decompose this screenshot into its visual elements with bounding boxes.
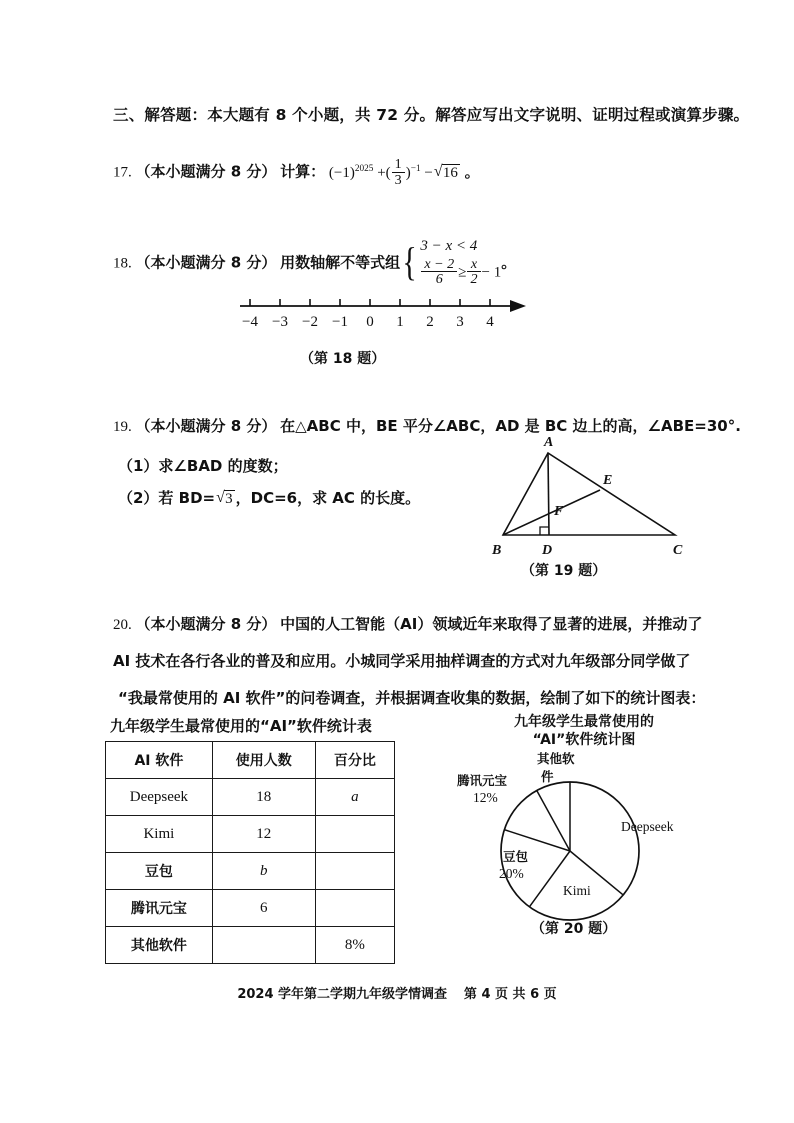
table-cell-percent: a	[315, 779, 394, 816]
table-cell-software: 腾讯元宝	[106, 890, 213, 927]
pie-label-kimi: Kimi	[563, 883, 591, 898]
label-D: D	[542, 543, 553, 558]
table-row	[106, 927, 395, 964]
q18-lhs-den: 6	[421, 271, 457, 287]
tick-label: 4	[486, 314, 494, 330]
q19-stem-text: 在△ABC 中，BE 平分∠ABC，AD 是 BC 边上的高，∠ABE=30°.	[280, 417, 741, 435]
q18-rhs-den: 2	[467, 271, 480, 287]
table-row	[106, 779, 395, 816]
q18-tail: − 1	[481, 264, 502, 281]
left-brace-icon: {	[402, 238, 417, 284]
triangle-svg	[470, 432, 700, 562]
q17-paren-close: )	[405, 164, 411, 181]
q18-rhs-num: x	[470, 255, 478, 272]
label-B: B	[492, 543, 502, 558]
q17-inverse-exponent: −1	[410, 163, 421, 174]
q19-radicand: 3	[225, 491, 233, 507]
q20-text-line3: “我最常使用的 AI 软件”的问卷调查，并根据调查收集的数据，绘制了如下的统计图表：	[118, 689, 706, 707]
q20-text-line2: AI 技术在各行各业的普及和应用。小城同学采用抽样调查的方式对九年级部分同学做了	[113, 652, 691, 670]
table-cell-software: Deepseek	[106, 779, 213, 816]
q19-square-root	[216, 490, 235, 508]
table-row	[106, 816, 395, 853]
q18-inequality-system	[400, 236, 501, 288]
number-line-svg	[238, 290, 528, 346]
pie-chart-title	[474, 714, 694, 749]
pie-title-line2: “AI”软件统计图	[532, 731, 636, 748]
q18-relation: ≥	[458, 264, 467, 281]
table-body	[106, 742, 395, 964]
q18-inequality-1: 3 − x < 4	[420, 238, 478, 254]
q18-period: 。	[501, 253, 517, 272]
label-F: F	[554, 504, 564, 519]
caption-19: （第 19 题）	[521, 563, 607, 579]
q17-radicand: 16	[442, 164, 458, 181]
table-cell-software: 豆包	[106, 853, 213, 890]
table-cell-count: 12	[212, 816, 315, 853]
label-E: E	[603, 473, 613, 488]
pie-chart-figure	[455, 751, 695, 928]
section-heading: 三、解答题：本大题有 8 个小题，共 72 分。解答应写出文字说明、证明过程或演算步骤。	[113, 106, 750, 124]
triangle-figure	[470, 432, 700, 562]
table-header-cell: 百分比	[315, 742, 394, 779]
q18-number: 18.	[113, 255, 132, 272]
footer-exam-name: 2024 学年第二学期九年级学情调查	[237, 987, 448, 1002]
right-angle-mark-icon	[540, 527, 549, 535]
tick-label: 2	[426, 314, 434, 330]
pie-label-doubao-percent: 20%	[499, 866, 524, 881]
table-row	[106, 853, 395, 890]
altitude-ad	[548, 453, 549, 535]
pie-label-deepseek: Deepseek	[621, 819, 674, 834]
tick-label: 1	[396, 314, 404, 330]
q17-period: 。	[464, 162, 480, 181]
q17-prompt: 计算：	[280, 162, 326, 181]
caption-18: （第 18 题）	[300, 351, 386, 367]
question-18	[113, 238, 516, 290]
q18-inequality-2	[420, 255, 502, 288]
footer-page-number: 第 4 页 共 6 页	[463, 987, 557, 1002]
q18-rhs-fraction	[467, 257, 480, 287]
table-header-cell: 使用人数	[212, 742, 315, 779]
q17-square-root	[434, 164, 460, 182]
radical-icon: √	[216, 489, 225, 506]
table-cell-software: Kimi	[106, 816, 213, 853]
table-header-cell: AI 软件	[106, 742, 213, 779]
q18-lhs-fraction	[421, 257, 457, 287]
table-cell-count	[212, 927, 315, 964]
tick-label: −2	[302, 314, 318, 330]
tick-label: −1	[332, 314, 348, 330]
number-line-figure	[238, 290, 528, 346]
q17-exponent: 2025	[354, 163, 374, 174]
pie-title-line1: 九年级学生最常使用的	[514, 714, 654, 730]
page-footer	[0, 983, 794, 1002]
q17-fraction	[392, 157, 405, 187]
table-cell-count: 18	[212, 779, 315, 816]
q18-prompt: 用数轴解不等式组	[280, 253, 401, 272]
tick-label: 0	[366, 314, 374, 330]
q17-worth: （本小题满分 8 分）	[135, 162, 277, 181]
question-19-part1: （1）求∠BAD 的度数；	[118, 457, 288, 475]
q17-minus: −	[424, 164, 433, 181]
pie-label-other-line1: 其他软	[537, 751, 575, 766]
q19-part2-mid: ，DC=6，求 AC 的长度。	[235, 489, 421, 507]
tick-label: −3	[272, 314, 288, 330]
table-header-row	[106, 742, 395, 779]
q17-number: 17.	[113, 164, 132, 181]
tick-label: 3	[456, 314, 464, 330]
caption-20: （第 20 题）	[531, 921, 617, 937]
question-20-line1	[113, 613, 702, 634]
table-cell-percent	[315, 853, 394, 890]
q20-text-line1: 中国的人工智能（AI）领域近年来取得了显著的进展，并推动了	[280, 615, 703, 633]
table-cell-percent	[315, 890, 394, 927]
pie-label-doubao-name: 豆包	[503, 849, 529, 864]
pie-label-tencent-name: 腾讯元宝	[457, 773, 508, 788]
q19-part2-pre: （2）若 BD=	[118, 489, 216, 507]
q17-plus: +	[377, 164, 386, 181]
table-cell-percent	[315, 816, 394, 853]
q17-paren-open: (	[385, 164, 391, 181]
table-title: 九年级学生最常使用的“AI”软件统计表	[110, 717, 372, 735]
table-cell-count: 6	[212, 890, 315, 927]
bisector-be	[503, 490, 600, 535]
radical-icon: √	[433, 162, 443, 180]
label-A: A	[544, 435, 554, 450]
q20-worth: （本小题满分 8 分）	[135, 615, 277, 633]
table-cell-software: 其他软件	[106, 927, 213, 964]
tick-labels	[242, 314, 494, 330]
tick-label: −4	[242, 314, 258, 330]
q18-worth: （本小题满分 8 分）	[135, 253, 277, 272]
statistics-table	[105, 741, 395, 964]
axis-arrow-icon	[510, 300, 526, 312]
q20-number: 20.	[113, 617, 132, 633]
q18-lhs-num: x − 2	[424, 255, 455, 272]
tick-marks	[250, 299, 490, 306]
question-19-part2	[118, 487, 420, 508]
q17-base: (−1)	[328, 164, 355, 181]
table-row	[106, 890, 395, 927]
q17-frac-numerator: 1	[394, 156, 402, 172]
q19-number: 19.	[113, 419, 132, 435]
label-C: C	[673, 543, 683, 558]
table-cell-percent: 8%	[315, 927, 394, 964]
q17-expression	[328, 156, 480, 188]
pie-label-tencent-percent: 12%	[473, 790, 498, 805]
q17-frac-denominator: 3	[392, 172, 405, 188]
pie-label-other-line2: 件	[541, 769, 554, 784]
question-17	[113, 158, 480, 188]
table-cell-count: b	[212, 853, 315, 890]
q19-worth: （本小题满分 8 分）	[135, 417, 277, 435]
